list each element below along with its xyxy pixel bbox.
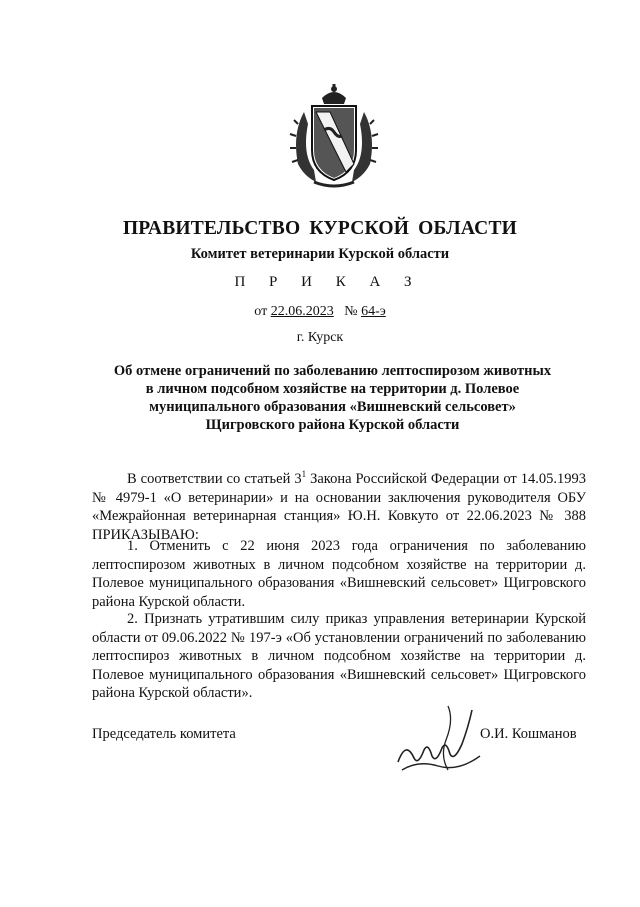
order-item-1: 1. Отменить с 22 июня 2023 года ограничения по заболеванию лептоспирозом животных в личном подсобном хозяйстве на территории д. Полевое муниципального образования «Вишневский сельсовет» Щигровского района Курской области. bbox=[92, 538, 586, 610]
document-date: 22.06.2023 bbox=[270, 304, 334, 319]
city: г. Курск bbox=[296, 330, 344, 345]
committee-title: Комитет ветеринарии Курской области bbox=[190, 246, 450, 262]
subject-line: муниципального образования «Вишневский сельсовет» bbox=[149, 399, 516, 415]
date-prefix: от bbox=[254, 304, 268, 319]
coat-of-arms-icon bbox=[284, 84, 384, 190]
date-number-line bbox=[0, 304, 640, 320]
subject-line: Об отмене ограничений по заболеванию лептоспирозом животных bbox=[113, 363, 552, 379]
government-title: ПРАВИТЕЛЬСТВО КУРСКОЙ ОБЛАСТИ bbox=[122, 218, 518, 239]
document-subject bbox=[95, 362, 570, 434]
article-superscript: 1 bbox=[301, 469, 307, 479]
signer-position: Председатель комитета bbox=[92, 726, 236, 742]
document-type: П Р И К А З bbox=[234, 274, 422, 290]
intro-text-b: Закона Российской Федерации от 14.05.1993 № 4979-1 «О ветеринарии» и на основании заключения руководителя ОБУ «Межрайонная ветеринарная станция» Ю.Н. Ковкуто от 22.06.2023 № 388 ПРИКАЗЫВАЮ: bbox=[92, 471, 586, 543]
intro-text-a: В соответствии со статьей 3 bbox=[127, 471, 302, 487]
order-item-2: 2. Признать утратившим силу приказ управления ветеринарии Курской области от 09.06.2022 № 197-э «Об установлении ограничений по заболеванию лептоспироз животных в личном подсобном хозяйстве на территории д. Полевое муниципального образования «Вишневский сельсовет» Щигровского района Курской области». bbox=[92, 611, 586, 701]
subject-line: в личном подсобном хозяйстве на территории д. Полевое bbox=[145, 381, 520, 397]
number-prefix: № bbox=[344, 304, 358, 319]
subject-line: Щигровского района Курской области bbox=[205, 417, 460, 433]
document-number: 64-э bbox=[361, 304, 386, 319]
intro-paragraph bbox=[92, 465, 586, 544]
handwritten-signature-icon bbox=[388, 700, 488, 780]
signer-name: О.И. Кошманов bbox=[480, 726, 577, 742]
